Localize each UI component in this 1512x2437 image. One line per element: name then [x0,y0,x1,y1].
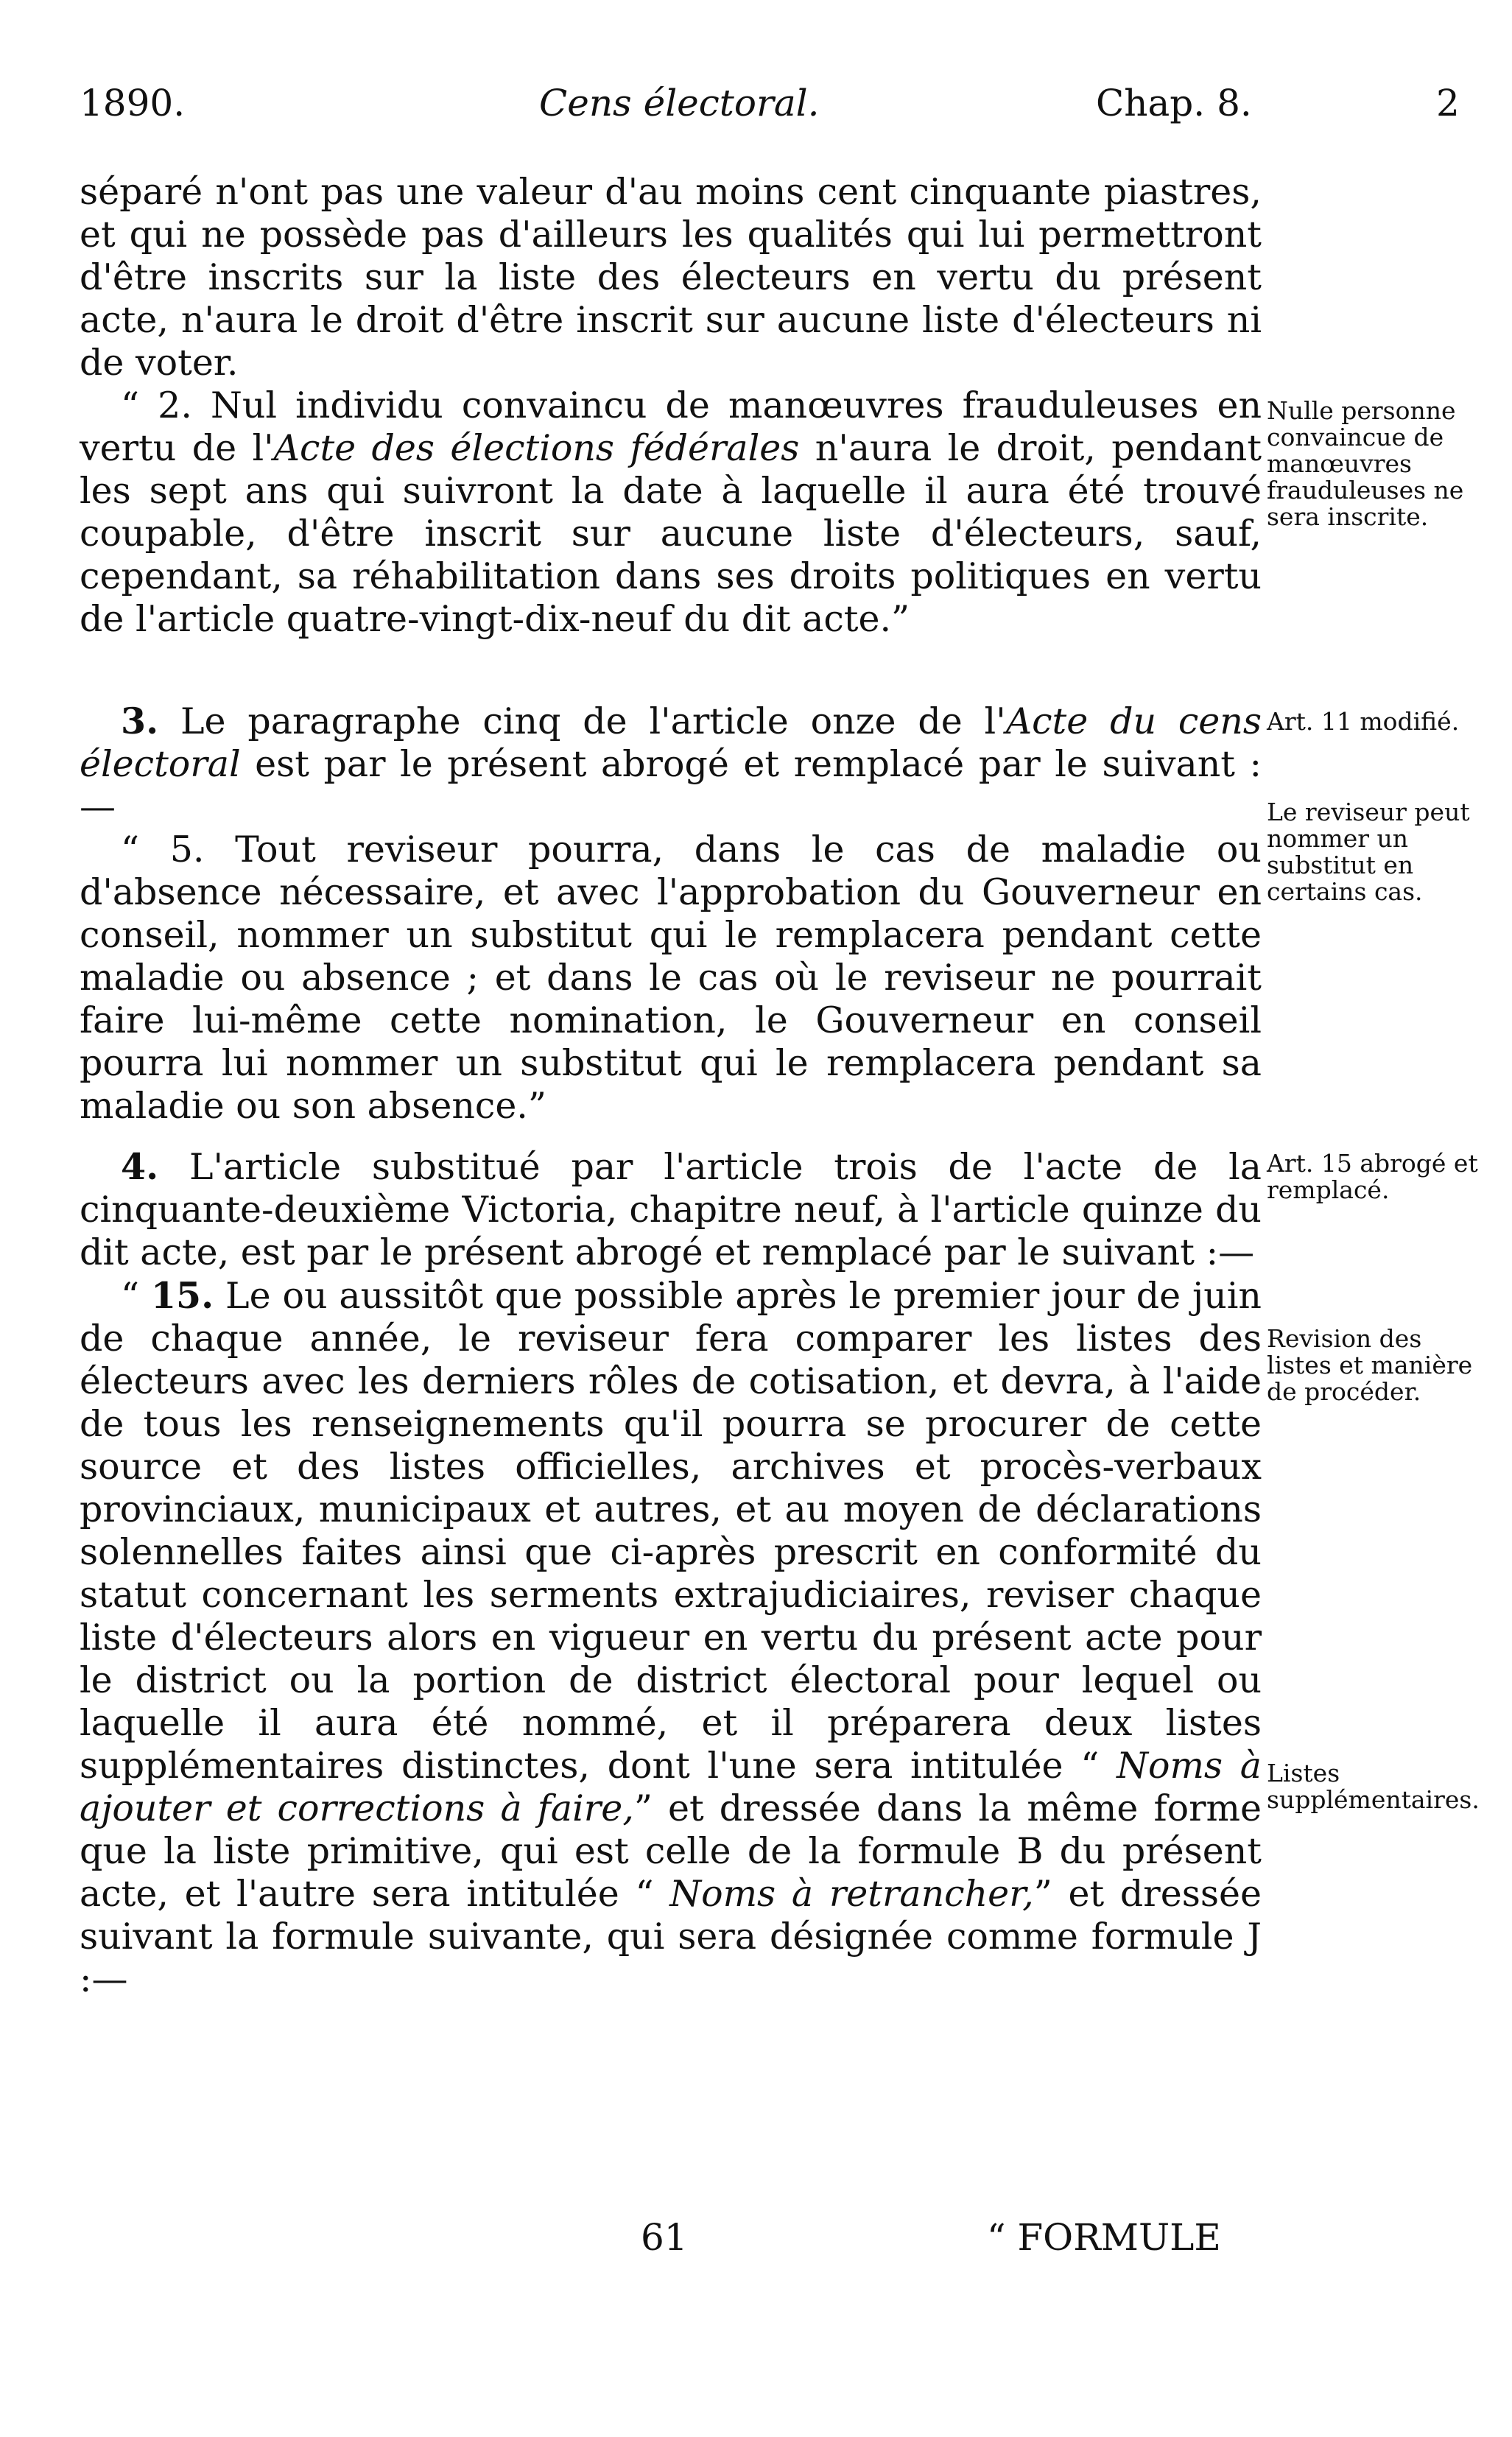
paragraph-6-open-quote: “ [121,1275,151,1317]
margin-note-supplementary-lists: Listes supplémentaires. [1267,1759,1480,1814]
paragraph-5-text: L'article substitué par l'article trois de l'acte de la cinquante-deuxième Victoria, chapitre neuf, à l'article quinze du dit acte, est par le présent abrogé et remplacé par le suivant :— [80,1146,1262,1273]
paragraph-3-end: est par le présent abrogé et remplacé par le suivant :— [80,743,1262,828]
header-year: 1890. [80,82,186,124]
paragraph-6-mid: ” et dressée dans la même forme que la liste primitive, qui est celle de la formule B du présent acte, et l'autre sera intitulée “ [80,1787,1262,1915]
section-block-2 [80,700,1262,1128]
paragraph-2-end: n'aura le droit, pendant les sept ans qui suivront la date à laquelle il aura été trouvé coupable, d'être inscrit sur aucune liste d'électeurs, sauf, cependant, sa réhabilitation dans ses droits politiques en vertu de l'article quatre-vingt-dix-neuf du dit acte.” [80,427,1262,640]
paragraph-2-start: “ 2. Nul individu convaincu de manœuvres frauduleuses en vertu de l' [80,384,1262,469]
section-block-3 [80,1145,1262,2001]
section-block-1 [80,171,1262,641]
signature-number: 61 [641,2216,688,2259]
paragraph-6-start: Le ou aussitôt que possible après le premier jour de juin de chaque année, le reviseur fera comparer les listes des électeurs avec les derniers rôles de cotisation, et devra, à l'aide de tous les renseignements qu'il pourra se procurer de cette source et des listes officielles, archives et procès-verbaux provinciaux, municipaux et autres, et au moyen de déclarations solennelles faites ainsi que ci-après prescrit en conformité du statut concernant les serments extrajudiciaires, reviser chaque liste d'électeurs alors en vigueur en vertu du présent acte pour le district ou la portion de district électoral pour lequel ou laquelle il aura été nommé, et il préparera deux listes supplémentaires distinctes, dont l'une sera intitulée “ [80,1275,1262,1787]
margin-note-substitute: Le reviseur peut nommer un substitut en certains cas. [1267,798,1470,906]
margin-note-revision: Revision des listes et manière de procéder. [1267,1324,1473,1406]
margin-note-art-11: Art. 11 modifié. [1267,707,1460,736]
paragraph-3 [80,700,1262,829]
catchword: “ FORMULE [987,2216,1221,2259]
margin-note-fraud: Nulle personne convaincue de manœuvres frauduleuses ne sera inscrite. [1267,396,1464,531]
section-number-15: 15. [150,1274,214,1317]
paragraph-3-start: Le paragraphe cinq de l'article onze de l' [158,700,1006,742]
paragraph-3-act-name: Acte du cens électoral [80,700,1262,785]
paragraph-2 [80,384,1262,641]
paragraph-6-list-title-2: Noms à retrancher, [669,1873,1034,1915]
paragraph-1: séparé n'ont pas une valeur d'au moins cent cinquante piastres, et qui ne possède pas d'ailleurs les qualités qui lui permettront d'être inscrits sur la liste des électeurs en vertu du présent acte, n'aura le droit d'être inscrit sur aucune liste d'électeurs ni de voter. [80,171,1262,384]
paragraph-5 [80,1145,1262,1274]
paragraph-4: “ 5. Tout reviseur pourra, dans le cas de maladie ou d'absence nécessaire, et avec l'approbation du Gouverneur en conseil, nommer un substitut qui le remplacera pendant cette maladie ou absence ; et dans le cas où le reviseur ne pourrait faire lui-même cette nomination, le Gouverneur en conseil pourra lui nommer un substitut qui le remplacera pendant sa maladie ou son absence.” [80,829,1262,1127]
section-number-3: 3. [121,700,159,742]
paragraph-2-act-name: Acte des élections fédérales [273,427,800,469]
section-number-4: 4. [121,1145,159,1188]
header-page-number: 2 [1436,82,1460,124]
paragraph-6-end: ” et dressée suivant la formule suivante, qui sera désignée comme formule J :— [80,1873,1262,2000]
paragraph-6 [80,1274,1262,2001]
header-chapter: Chap. 8. [1096,82,1252,124]
paragraph-6-list-title-1: Noms à ajouter et corrections à faire, [80,1745,1262,1829]
header-title: Cens électoral. [539,82,820,124]
margin-note-art-15: Art. 15 abrogé et remplacé. [1267,1149,1478,1204]
